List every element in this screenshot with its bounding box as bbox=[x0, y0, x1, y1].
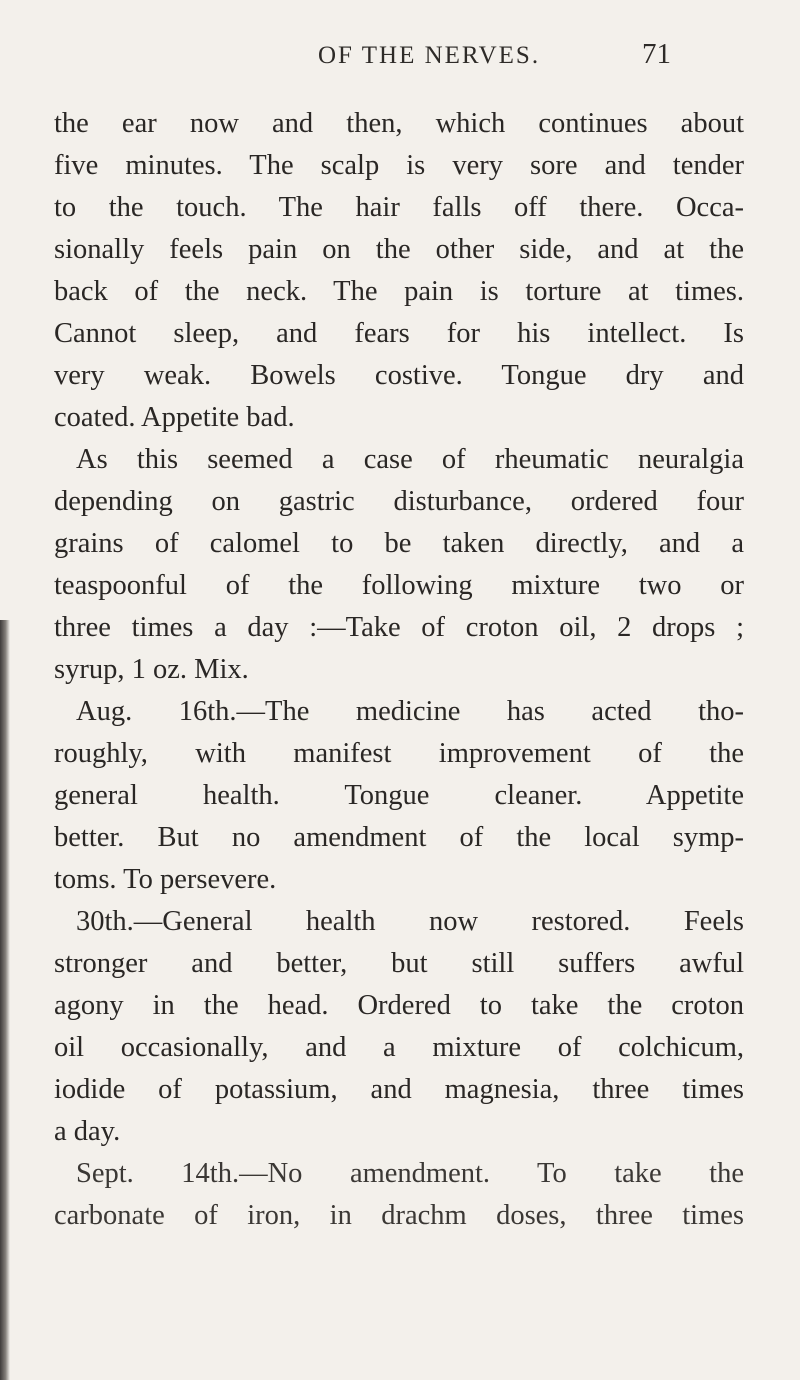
text-line: the ear now and then, which continues about bbox=[54, 108, 744, 139]
text-line: agony in the head. Ordered to take the croton bbox=[54, 990, 744, 1021]
text-line: depending on gastric disturbance, ordered four bbox=[54, 486, 744, 517]
text-line: grains of calomel to be taken directly, and a bbox=[54, 528, 744, 559]
text-line: Sept. 14th.—No amendment. To take the bbox=[76, 1158, 744, 1189]
text-line: to the touch. The hair falls off there. Occa- bbox=[54, 192, 744, 223]
text-line: iodide of potassium, and magnesia, three times bbox=[54, 1074, 744, 1105]
text-line: better. But no amendment of the local symp- bbox=[54, 822, 744, 853]
text-line: three times a day :—Take of croton oil, 2 drops ; bbox=[54, 612, 744, 643]
text-line: stronger and better, but still suffers awful bbox=[54, 948, 744, 979]
body-text bbox=[54, 103, 744, 1237]
text-line: five minutes. The scalp is very sore and tender bbox=[54, 150, 744, 181]
text-line: general health. Tongue cleaner. Appetite bbox=[54, 780, 744, 811]
text-line: carbonate of iron, in drachm doses, three times bbox=[54, 1200, 744, 1231]
running-title: OF THE NERVES. bbox=[318, 42, 541, 69]
page-header bbox=[0, 30, 800, 80]
text-line: Aug. 16th.—The medicine has acted tho- bbox=[76, 696, 744, 727]
text-line: toms. To persevere. bbox=[54, 864, 277, 895]
text-line: 30th.—General health now restored. Feels bbox=[76, 906, 744, 937]
text-line: back of the neck. The pain is torture at times. bbox=[54, 276, 744, 307]
text-line: Cannot sleep, and fears for his intellect. Is bbox=[54, 318, 744, 349]
text-line: very weak. Bowels costive. Tongue dry and bbox=[54, 360, 744, 391]
text-line: oil occasionally, and a mixture of colchicum, bbox=[54, 1032, 744, 1063]
text-line: coated. Appetite bad. bbox=[54, 402, 295, 433]
text-line: As this seemed a case of rheumatic neuralgia bbox=[76, 444, 744, 475]
text-line: roughly, with manifest improvement of the bbox=[54, 738, 744, 769]
text-line: sionally feels pain on the other side, and at the bbox=[54, 234, 744, 265]
text-line: teaspoonful of the following mixture two or bbox=[54, 570, 744, 601]
text-line: a day. bbox=[54, 1116, 121, 1147]
page-number: 71 bbox=[642, 38, 671, 70]
page-gutter-shadow bbox=[0, 620, 10, 1380]
text-line: syrup, 1 oz. Mix. bbox=[54, 654, 249, 685]
